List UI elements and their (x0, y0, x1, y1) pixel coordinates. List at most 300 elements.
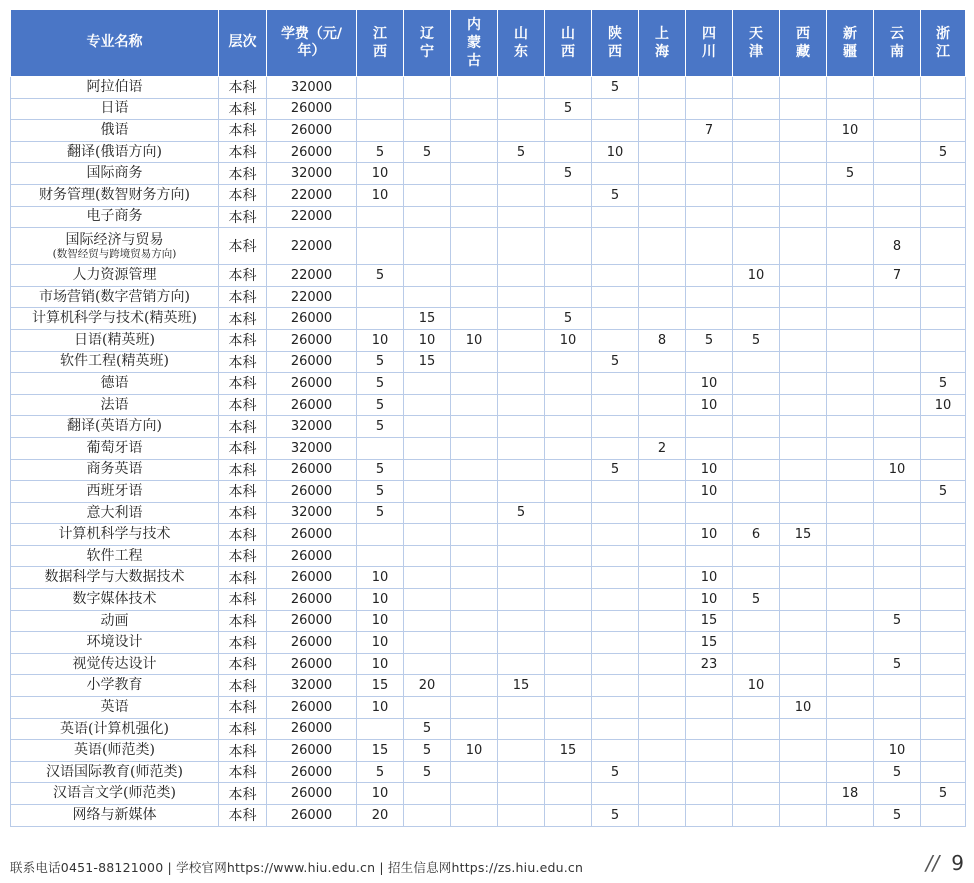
quota-cell-6 (498, 98, 545, 120)
quota-cell-3: 15 (357, 740, 404, 762)
quota-cell-14 (874, 77, 921, 99)
tuition-cell: 26000 (267, 481, 357, 503)
quota-cell-10: 15 (686, 632, 733, 654)
quota-cell-15 (921, 308, 966, 330)
quota-cell-5: 10 (451, 329, 498, 351)
quota-cell-9 (639, 805, 686, 827)
quota-cell-15 (921, 589, 966, 611)
level-cell: 本科 (219, 761, 267, 783)
quota-cell-12 (780, 761, 827, 783)
quota-cell-10 (686, 228, 733, 265)
quota-cell-3 (357, 286, 404, 308)
quota-cell-4: 5 (404, 141, 451, 163)
quota-cell-5 (451, 98, 498, 120)
quota-cell-10 (686, 141, 733, 163)
quota-cell-12 (780, 805, 827, 827)
major-name-cell (11, 416, 219, 438)
quota-cell-14 (874, 675, 921, 697)
quota-cell-13 (827, 351, 874, 373)
quota-cell-6 (498, 761, 545, 783)
quota-cell-14 (874, 589, 921, 611)
quota-cell-4 (404, 373, 451, 395)
table-row (11, 545, 966, 567)
quota-cell-7: 5 (545, 163, 592, 185)
level-cell: 本科 (219, 740, 267, 762)
quota-cell-7 (545, 589, 592, 611)
header-cell-4 (404, 10, 451, 77)
quota-cell-15 (921, 351, 966, 373)
quota-cell-12 (780, 228, 827, 265)
quota-cell-10: 5 (686, 329, 733, 351)
quota-cell-9 (639, 184, 686, 206)
quota-cell-7: 15 (545, 740, 592, 762)
quota-cell-7 (545, 805, 592, 827)
quota-cell-10: 7 (686, 120, 733, 142)
quota-cell-15: 10 (921, 394, 966, 416)
quota-cell-3: 5 (357, 761, 404, 783)
quota-cell-12 (780, 98, 827, 120)
quota-cell-3: 5 (357, 394, 404, 416)
tuition-cell: 26000 (267, 351, 357, 373)
quota-cell-4 (404, 610, 451, 632)
quota-cell-7 (545, 265, 592, 287)
header-label: 上海 (655, 25, 669, 60)
major-name-cell (11, 351, 219, 373)
quota-cell-13 (827, 805, 874, 827)
quota-cell-13 (827, 610, 874, 632)
quota-cell-6 (498, 783, 545, 805)
major-name: 网络与新媒体 (72, 806, 157, 823)
quota-cell-14 (874, 545, 921, 567)
quota-cell-3 (357, 228, 404, 265)
quota-cell-12 (780, 77, 827, 99)
quota-cell-9 (639, 163, 686, 185)
level-cell: 本科 (219, 524, 267, 546)
quota-cell-10: 10 (686, 373, 733, 395)
table-row (11, 163, 966, 185)
header-cell-3 (357, 10, 404, 77)
quota-cell-9 (639, 632, 686, 654)
table-row (11, 632, 966, 654)
quota-cell-10 (686, 718, 733, 740)
quota-cell-5 (451, 351, 498, 373)
quota-cell-9 (639, 351, 686, 373)
quota-cell-7 (545, 697, 592, 719)
quota-cell-10 (686, 740, 733, 762)
quota-cell-11 (733, 286, 780, 308)
quota-cell-15 (921, 163, 966, 185)
quota-cell-6: 5 (498, 502, 545, 524)
quota-cell-15 (921, 184, 966, 206)
level-cell: 本科 (219, 697, 267, 719)
level-cell: 本科 (219, 632, 267, 654)
quota-cell-13 (827, 286, 874, 308)
quota-cell-13 (827, 502, 874, 524)
quota-cell-11 (733, 77, 780, 99)
major-name: 汉语国际教育(师范类) (46, 763, 183, 780)
quota-cell-11 (733, 481, 780, 503)
quota-cell-15 (921, 286, 966, 308)
quota-cell-3: 5 (357, 481, 404, 503)
tuition-cell: 26000 (267, 567, 357, 589)
quota-cell-7 (545, 481, 592, 503)
tuition-cell: 26000 (267, 783, 357, 805)
quota-cell-13 (827, 718, 874, 740)
quota-cell-4 (404, 120, 451, 142)
quota-cell-11 (733, 783, 780, 805)
header-cell-12 (780, 10, 827, 77)
quota-cell-10 (686, 437, 733, 459)
major-name: 英语 (100, 698, 129, 715)
quota-cell-14: 10 (874, 740, 921, 762)
quota-cell-11: 5 (733, 589, 780, 611)
quota-cell-6 (498, 524, 545, 546)
quota-cell-7 (545, 567, 592, 589)
quota-cell-6 (498, 632, 545, 654)
quota-cell-7 (545, 459, 592, 481)
quota-cell-7 (545, 675, 592, 697)
major-name-cell (11, 675, 219, 697)
table-row (11, 524, 966, 546)
quota-cell-7 (545, 184, 592, 206)
level-cell: 本科 (219, 98, 267, 120)
table-row (11, 351, 966, 373)
tuition-cell: 26000 (267, 610, 357, 632)
tuition-cell: 26000 (267, 761, 357, 783)
quota-cell-4 (404, 632, 451, 654)
quota-cell-12 (780, 329, 827, 351)
major-name-cell (11, 459, 219, 481)
quota-cell-15 (921, 416, 966, 438)
quota-cell-13 (827, 653, 874, 675)
table-row (11, 286, 966, 308)
quota-cell-7 (545, 351, 592, 373)
quota-cell-5 (451, 545, 498, 567)
quota-cell-7 (545, 718, 592, 740)
quota-cell-8: 5 (592, 459, 639, 481)
quota-cell-10 (686, 783, 733, 805)
quota-cell-10 (686, 675, 733, 697)
quota-cell-15 (921, 437, 966, 459)
quota-cell-6 (498, 120, 545, 142)
quota-cell-3: 5 (357, 502, 404, 524)
quota-cell-15: 5 (921, 783, 966, 805)
level-cell: 本科 (219, 228, 267, 265)
major-name: 阿拉伯语 (86, 78, 143, 95)
quota-cell-6 (498, 805, 545, 827)
quota-cell-4 (404, 184, 451, 206)
major-name-cell (11, 589, 219, 611)
quota-cell-14 (874, 308, 921, 330)
quota-cell-3: 10 (357, 567, 404, 589)
tuition-cell: 26000 (267, 120, 357, 142)
table-row (11, 206, 966, 228)
major-name: 葡萄牙语 (86, 439, 143, 456)
tuition-cell: 32000 (267, 77, 357, 99)
quota-cell-6 (498, 286, 545, 308)
major-name-cell (11, 502, 219, 524)
quota-cell-8 (592, 740, 639, 762)
quota-cell-14 (874, 206, 921, 228)
quota-cell-9 (639, 481, 686, 503)
quota-cell-4 (404, 437, 451, 459)
quota-cell-9 (639, 675, 686, 697)
major-name: 软件工程 (86, 547, 143, 564)
quota-cell-6 (498, 329, 545, 351)
quota-cell-8: 5 (592, 761, 639, 783)
quota-cell-5 (451, 718, 498, 740)
header-label: 四川 (702, 25, 716, 60)
quota-cell-9 (639, 77, 686, 99)
quota-cell-14 (874, 141, 921, 163)
quota-cell-11 (733, 373, 780, 395)
quota-cell-4 (404, 286, 451, 308)
table-row (11, 228, 966, 265)
header-cell-8 (592, 10, 639, 77)
level-cell: 本科 (219, 502, 267, 524)
quota-cell-14: 5 (874, 653, 921, 675)
table-row (11, 783, 966, 805)
quota-cell-13 (827, 206, 874, 228)
table-row (11, 394, 966, 416)
major-name: 计算机科学与技术(精英班) (32, 310, 197, 327)
quota-cell-12 (780, 265, 827, 287)
quota-cell-11 (733, 805, 780, 827)
quota-cell-10 (686, 98, 733, 120)
quota-cell-14 (874, 184, 921, 206)
quota-cell-5 (451, 265, 498, 287)
quota-cell-3: 10 (357, 589, 404, 611)
major-name: 数据科学与大数据技术 (44, 569, 185, 586)
quota-cell-13 (827, 141, 874, 163)
table-row (11, 437, 966, 459)
quota-cell-8 (592, 481, 639, 503)
quota-cell-12 (780, 308, 827, 330)
quota-cell-10 (686, 761, 733, 783)
quota-cell-13 (827, 98, 874, 120)
tuition-cell: 26000 (267, 653, 357, 675)
quota-cell-7 (545, 545, 592, 567)
quota-cell-12 (780, 675, 827, 697)
major-name-cell (11, 394, 219, 416)
quota-cell-13 (827, 308, 874, 330)
quota-cell-15 (921, 265, 966, 287)
level-cell: 本科 (219, 481, 267, 503)
major-name-cell (11, 697, 219, 719)
quota-cell-8 (592, 545, 639, 567)
table-row (11, 416, 966, 438)
major-name: 动画 (100, 612, 129, 629)
quota-cell-11: 6 (733, 524, 780, 546)
quota-cell-7 (545, 228, 592, 265)
quota-cell-12 (780, 141, 827, 163)
quota-cell-4: 15 (404, 308, 451, 330)
quota-cell-3: 5 (357, 141, 404, 163)
quota-cell-11: 10 (733, 675, 780, 697)
quota-cell-8: 5 (592, 351, 639, 373)
quota-cell-6 (498, 351, 545, 373)
header-cell-14 (874, 10, 921, 77)
level-cell: 本科 (219, 437, 267, 459)
quota-cell-4 (404, 502, 451, 524)
quota-cell-10: 10 (686, 459, 733, 481)
level-cell: 本科 (219, 77, 267, 99)
quota-cell-11 (733, 437, 780, 459)
quota-cell-3 (357, 77, 404, 99)
quota-cell-6 (498, 459, 545, 481)
quota-cell-8 (592, 98, 639, 120)
quota-cell-13 (827, 265, 874, 287)
quota-cell-6 (498, 265, 545, 287)
quota-cell-8 (592, 437, 639, 459)
quota-cell-8 (592, 697, 639, 719)
quota-cell-10 (686, 265, 733, 287)
quota-cell-4: 5 (404, 740, 451, 762)
quota-cell-5 (451, 697, 498, 719)
tuition-cell: 26000 (267, 459, 357, 481)
header-label: 辽宁 (420, 25, 434, 60)
major-name: 日语 (100, 100, 129, 117)
table-row (11, 567, 966, 589)
quota-cell-4 (404, 524, 451, 546)
quota-cell-5 (451, 120, 498, 142)
quota-cell-12 (780, 394, 827, 416)
quota-cell-15 (921, 632, 966, 654)
quota-cell-9 (639, 416, 686, 438)
quota-cell-11 (733, 697, 780, 719)
quota-cell-13 (827, 567, 874, 589)
quota-cell-14: 5 (874, 805, 921, 827)
quota-cell-9 (639, 265, 686, 287)
quota-cell-4: 15 (404, 351, 451, 373)
quota-cell-14 (874, 567, 921, 589)
quota-cell-14: 8 (874, 228, 921, 265)
quota-cell-3: 15 (357, 675, 404, 697)
major-subtitle: (数智经贸与跨境贸易方向) (52, 247, 177, 260)
quota-cell-14 (874, 718, 921, 740)
tuition-cell: 32000 (267, 163, 357, 185)
quota-cell-10: 15 (686, 610, 733, 632)
quota-cell-3 (357, 120, 404, 142)
major-name-cell (11, 740, 219, 762)
quota-cell-5 (451, 481, 498, 503)
quota-cell-15 (921, 761, 966, 783)
tuition-cell: 26000 (267, 589, 357, 611)
quota-cell-6 (498, 653, 545, 675)
quota-cell-12 (780, 610, 827, 632)
table-row (11, 77, 966, 99)
quota-cell-13 (827, 675, 874, 697)
quota-cell-6 (498, 481, 545, 503)
level-cell: 本科 (219, 286, 267, 308)
quota-cell-6 (498, 373, 545, 395)
quota-cell-5 (451, 141, 498, 163)
quota-cell-9 (639, 761, 686, 783)
quota-cell-11 (733, 632, 780, 654)
quota-cell-9 (639, 141, 686, 163)
quota-cell-12 (780, 416, 827, 438)
quota-cell-10 (686, 77, 733, 99)
major-name-cell (11, 567, 219, 589)
quota-cell-3: 5 (357, 373, 404, 395)
major-name: 视觉传达设计 (72, 655, 157, 672)
quota-cell-9 (639, 98, 686, 120)
quota-cell-12 (780, 502, 827, 524)
header-cell-1 (219, 10, 267, 77)
quota-cell-13 (827, 545, 874, 567)
quota-cell-5 (451, 206, 498, 228)
quota-cell-3: 10 (357, 697, 404, 719)
quota-cell-14 (874, 502, 921, 524)
quota-cell-10 (686, 308, 733, 330)
quota-cell-5 (451, 163, 498, 185)
header-cell-15 (921, 10, 966, 77)
quota-cell-6 (498, 589, 545, 611)
quota-cell-15 (921, 502, 966, 524)
quota-cell-10 (686, 163, 733, 185)
quota-cell-12 (780, 589, 827, 611)
major-name-cell (11, 77, 219, 99)
major-name-cell (11, 373, 219, 395)
quota-cell-15 (921, 206, 966, 228)
quota-cell-11 (733, 459, 780, 481)
quota-cell-10 (686, 697, 733, 719)
quota-cell-7 (545, 610, 592, 632)
header-label: 西藏 (796, 25, 810, 60)
quota-cell-3 (357, 545, 404, 567)
quota-cell-12 (780, 740, 827, 762)
quota-cell-14 (874, 524, 921, 546)
quota-cell-13 (827, 740, 874, 762)
quota-cell-10 (686, 206, 733, 228)
quota-cell-6 (498, 184, 545, 206)
quota-cell-15 (921, 567, 966, 589)
quota-cell-3 (357, 524, 404, 546)
quota-cell-15 (921, 524, 966, 546)
quota-cell-13 (827, 329, 874, 351)
quota-cell-5 (451, 394, 498, 416)
quota-cell-7 (545, 653, 592, 675)
quota-cell-12 (780, 783, 827, 805)
quota-cell-8 (592, 567, 639, 589)
quota-cell-3: 20 (357, 805, 404, 827)
quota-cell-9 (639, 459, 686, 481)
major-name-cell (11, 632, 219, 654)
major-name-cell (11, 163, 219, 185)
quota-cell-4 (404, 416, 451, 438)
quota-cell-5 (451, 567, 498, 589)
tuition-cell: 32000 (267, 675, 357, 697)
quota-cell-15 (921, 740, 966, 762)
quota-cell-5 (451, 653, 498, 675)
quota-cell-12 (780, 459, 827, 481)
quota-cell-8 (592, 308, 639, 330)
quota-cell-7 (545, 394, 592, 416)
tuition-cell: 26000 (267, 632, 357, 654)
quota-cell-12: 15 (780, 524, 827, 546)
quota-cell-4 (404, 545, 451, 567)
quota-cell-10: 10 (686, 567, 733, 589)
quota-cell-11 (733, 206, 780, 228)
table-row (11, 265, 966, 287)
quota-cell-12 (780, 653, 827, 675)
tuition-cell: 22000 (267, 286, 357, 308)
quota-cell-6 (498, 437, 545, 459)
quota-cell-11 (733, 567, 780, 589)
tuition-cell: 26000 (267, 697, 357, 719)
level-cell: 本科 (219, 265, 267, 287)
quota-cell-3: 10 (357, 783, 404, 805)
